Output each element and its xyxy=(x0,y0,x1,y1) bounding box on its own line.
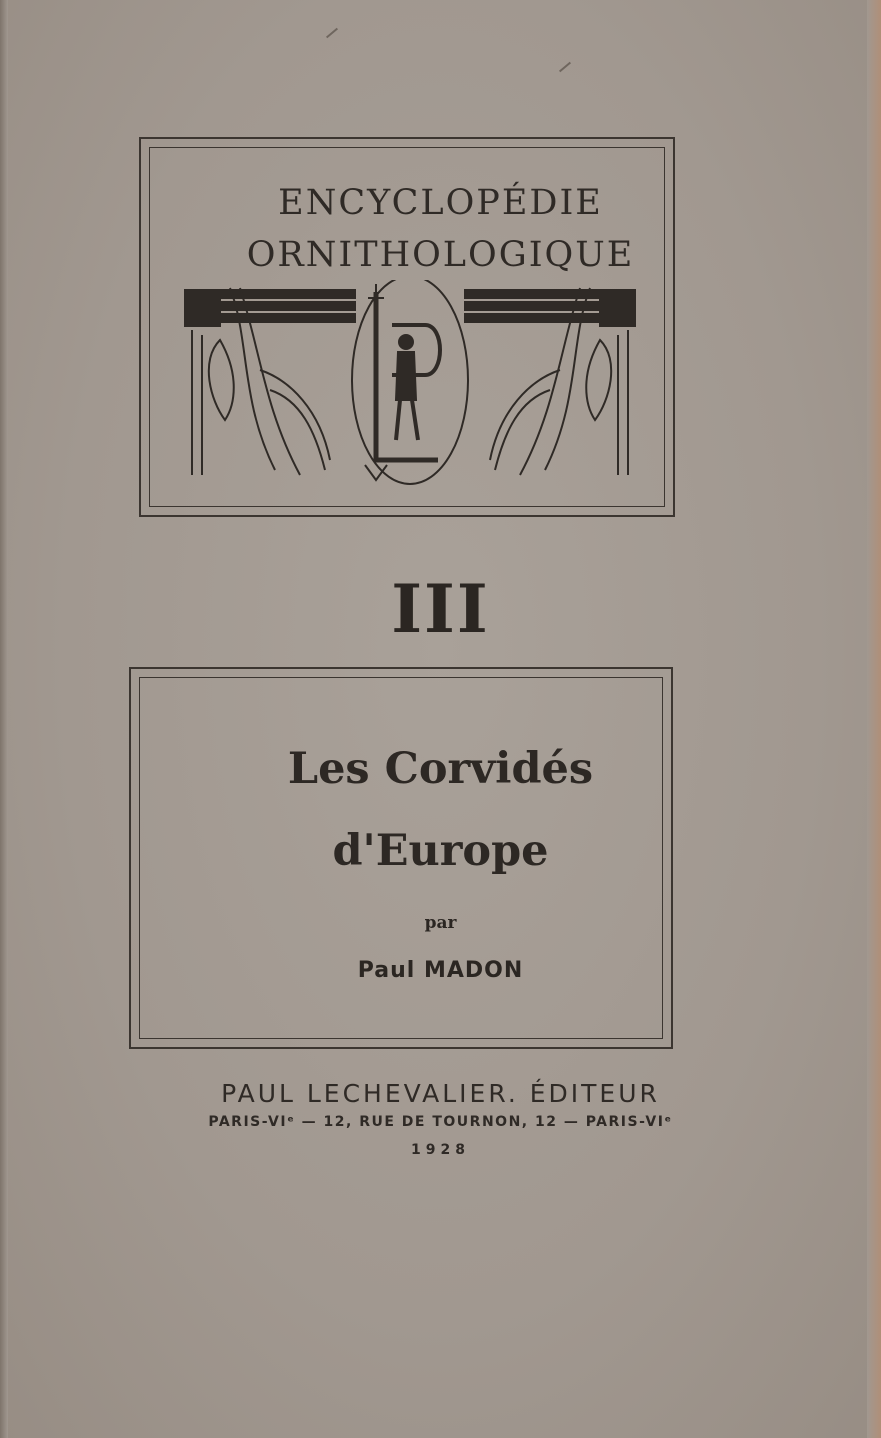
publication-year: 1928 xyxy=(411,1142,470,1158)
publisher-name: PAUL LECHEVALIER. ÉDITEUR xyxy=(221,1079,660,1108)
by-label: par xyxy=(424,913,457,933)
author-name: Paul MADON xyxy=(357,958,524,983)
publisher-monogram-emblem-icon xyxy=(180,280,640,490)
volume-number: III xyxy=(391,570,490,648)
publisher-address: PARIS-VIᵉ — 12, RUE DE TOURNON, 12 — PARIS-VIᵉ xyxy=(208,1114,673,1130)
book-title-line-1: Les Corvidés xyxy=(287,744,594,794)
book-title-line-2: d'Europe xyxy=(332,826,549,876)
series-title-line-1: ENCYCLOPÉDIE xyxy=(278,183,603,223)
series-title-line-2: ORNITHOLOGIQUE xyxy=(246,235,635,275)
